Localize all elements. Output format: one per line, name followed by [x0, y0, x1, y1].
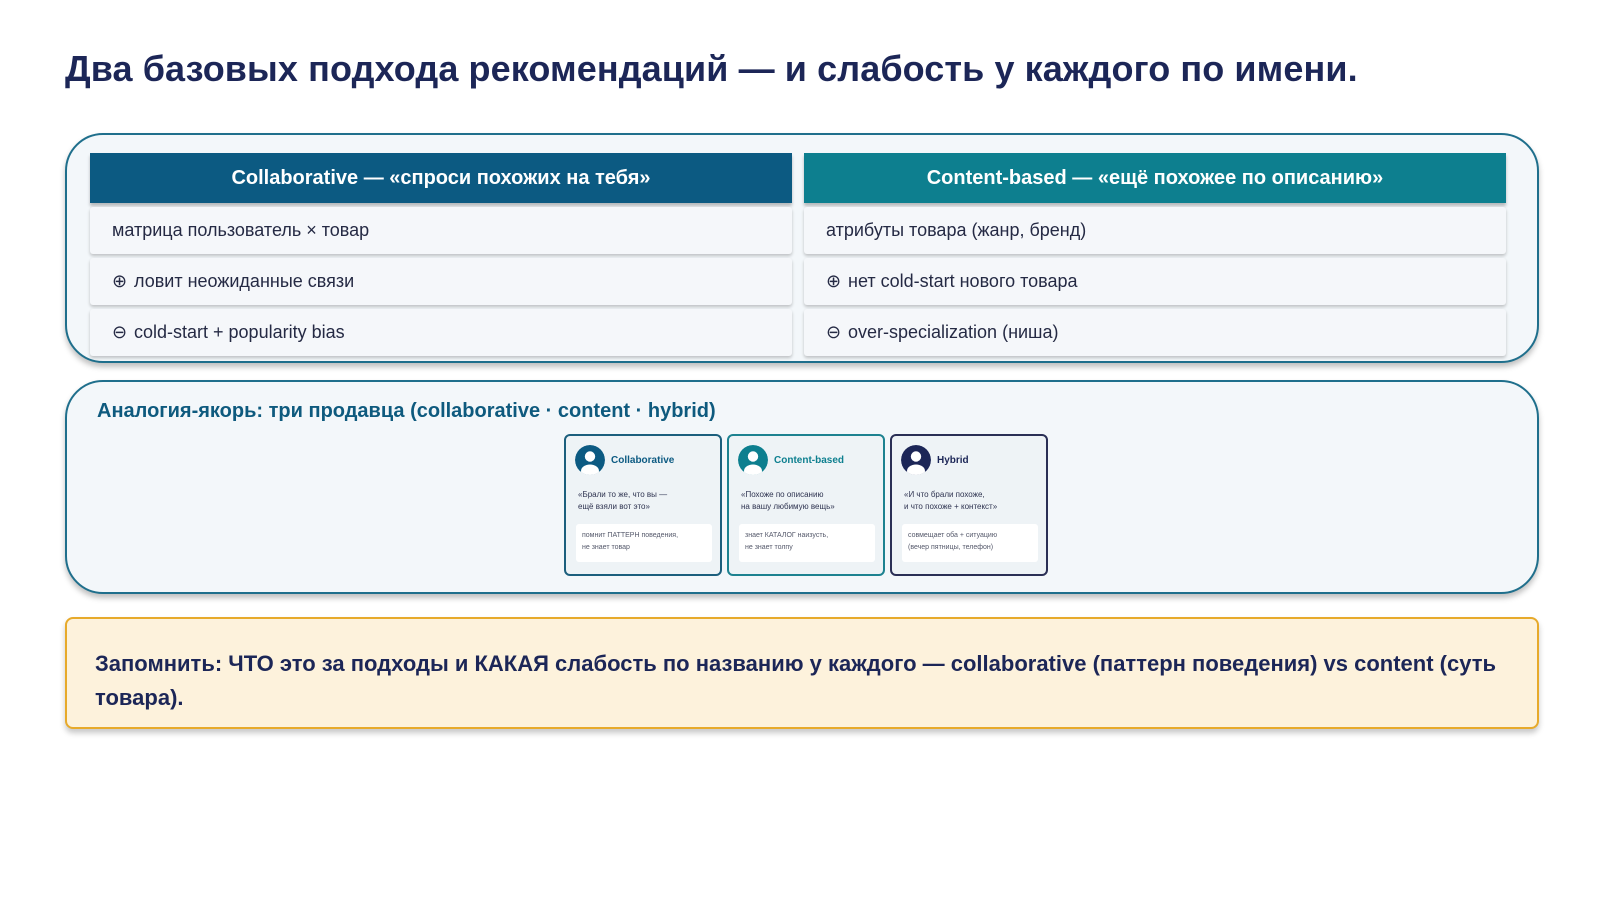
seller-quote: [578, 489, 718, 513]
seller-note: [902, 524, 1038, 562]
avatar-icon: [738, 445, 768, 475]
note-line: не знает товар: [582, 544, 630, 551]
seller-quote: [904, 489, 1044, 513]
row-text: атрибуты товара (жанр, бренд): [826, 220, 1087, 240]
seller-note: [576, 524, 712, 562]
note-line: не знает толпу: [745, 544, 793, 551]
analogy-title: Аналогия-якорь: три продавца (collaborative · content · hybrid): [97, 400, 716, 422]
row-text: over-specialization (ниша): [848, 322, 1059, 342]
content-row: [804, 207, 1506, 254]
plus-icon: ⊕: [112, 271, 128, 291]
row-text: нет cold-start нового товара: [848, 271, 1078, 291]
avatar-icon: [901, 445, 931, 475]
content-column: [804, 153, 1506, 356]
seller-card-collaborative: [564, 434, 722, 576]
seller-card-hybrid: [890, 434, 1048, 576]
quote-line: на вашу любимую вещь»: [741, 502, 835, 511]
comparison-panel: [65, 133, 1539, 363]
note-line: знает КАТАЛОГ наизусть,: [745, 532, 829, 539]
avatar-icon: [575, 445, 605, 475]
row-text: ловит неожиданные связи: [134, 271, 355, 291]
content-header: Content-based — «ещё похожее по описанию»: [804, 153, 1506, 203]
seller-card-content-based: [727, 434, 885, 576]
collaborative-header: Collaborative — «спроси похожих на тебя»: [90, 153, 792, 203]
plus-icon: ⊕: [826, 271, 842, 291]
collaborative-row: [90, 309, 792, 356]
quote-line: и что похоже + контекст»: [904, 502, 998, 511]
quote-line: «И что брали похоже,: [904, 490, 985, 499]
seller-quote: [741, 489, 881, 513]
row-text: матрица пользователь × товар: [112, 220, 370, 240]
seller-name: Content-based: [774, 455, 844, 466]
page-title: Два базовых подхода рекомендаций — и слабость у каждого по имени.: [65, 48, 1358, 89]
quote-line: «Похоже по описанию: [741, 490, 824, 499]
seller-note: [739, 524, 875, 562]
quote-line: ещё взяли вот это»: [578, 502, 650, 511]
collaborative-row: [90, 207, 792, 254]
seller-name: Hybrid: [937, 455, 969, 466]
row-text: cold-start + popularity bias: [134, 322, 345, 342]
quote-line: «Брали то же, что вы —: [578, 490, 668, 499]
content-row: [804, 309, 1506, 356]
minus-icon: ⊖: [112, 322, 128, 342]
collaborative-column: [90, 153, 792, 356]
note-line: совмещает оба + ситуацию: [908, 532, 998, 539]
remember-box: Запомнить: ЧТО это за подходы и КАКАЯ слабость по названию у каждого — collaborative (паттерн поведения) vs content (суть товара).: [65, 617, 1539, 729]
collaborative-row: [90, 258, 792, 305]
content-row: [804, 258, 1506, 305]
note-line: (вечер пятницы, телефон): [908, 544, 994, 551]
seller-name: Collaborative: [611, 455, 675, 466]
analogy-panel: [65, 380, 1539, 594]
minus-icon: ⊖: [826, 322, 842, 342]
note-line: помнит ПАТТЕРН поведения,: [582, 532, 679, 539]
